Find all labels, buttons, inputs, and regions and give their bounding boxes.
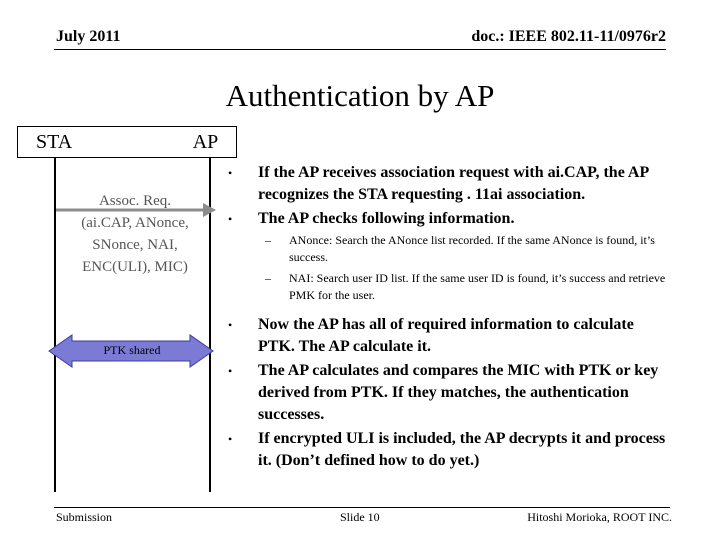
sub-bullet-text: NAI: Search user ID list. If the same user ID is found, it’s success and retrieve PMK for the user.: [289, 271, 666, 302]
bullet-dot-icon: •: [228, 166, 233, 180]
ptk-shared-label: PTK shared: [103, 343, 161, 357]
footer-submission: Submission: [56, 510, 113, 524]
slide-title: Authentication by AP: [225, 78, 495, 113]
assoc-req-label: [60, 190, 210, 278]
bullet-text: The AP calculates and compares the MIC with PTK or key derived from PTK. If they matches, the authentication successes.: [258, 362, 659, 423]
assoc-req-label-line: (ai.CAP, ANonce,: [81, 215, 189, 231]
bullet-text: If the AP receives association request with ai.CAP, the AP recognizes the STA requesting . 11ai association.: [258, 164, 649, 203]
bullet-item: [228, 428, 668, 472]
bullet-text: If encrypted ULI is included, the AP decrypts it and process it. (Don’t defined how to do yet.): [258, 430, 666, 469]
sta-label: STA: [36, 130, 73, 153]
bullet-dot-icon: •: [228, 318, 233, 332]
bullet-text: Now the AP has all of required information to calculate PTK. The AP calculate it.: [258, 316, 634, 355]
bullet-item: [228, 208, 668, 230]
sub-bullet-item: [228, 270, 668, 304]
bullet-dot-icon: •: [228, 212, 233, 226]
bullet-item: [228, 360, 668, 426]
sub-bullet-text: ANonce: Search the ANonce list recorded. If the same ANonce is found, it’s success.: [289, 233, 655, 264]
bullet-dot-icon: •: [228, 432, 233, 446]
assoc-req-label-line: Assoc. Req.: [98, 193, 172, 209]
bullet-dash-icon: –: [265, 271, 271, 285]
footer-author: Hitoshi Morioka, ROOT INC.: [527, 510, 672, 524]
bullet-list: [228, 162, 668, 474]
ap-label: AP: [192, 130, 219, 153]
bullet-dash-icon: –: [265, 233, 271, 247]
header-date: July 2011: [56, 28, 121, 45]
header-doc-id: doc.: IEEE 802.11-11/0976r2: [471, 28, 666, 45]
footer-rule: [54, 507, 670, 508]
bullet-item: [228, 314, 668, 358]
assoc-req-label-line: SNonce, NAI,: [92, 237, 178, 253]
footer-slide-number: Slide 10: [340, 510, 380, 524]
bullet-dot-icon: •: [228, 364, 233, 378]
assoc-req-label-line: ENC(ULI), MIC): [82, 259, 188, 275]
bullet-item: [228, 162, 668, 206]
sub-bullet-item: [228, 232, 668, 266]
bullet-text: The AP checks following information.: [258, 210, 515, 227]
